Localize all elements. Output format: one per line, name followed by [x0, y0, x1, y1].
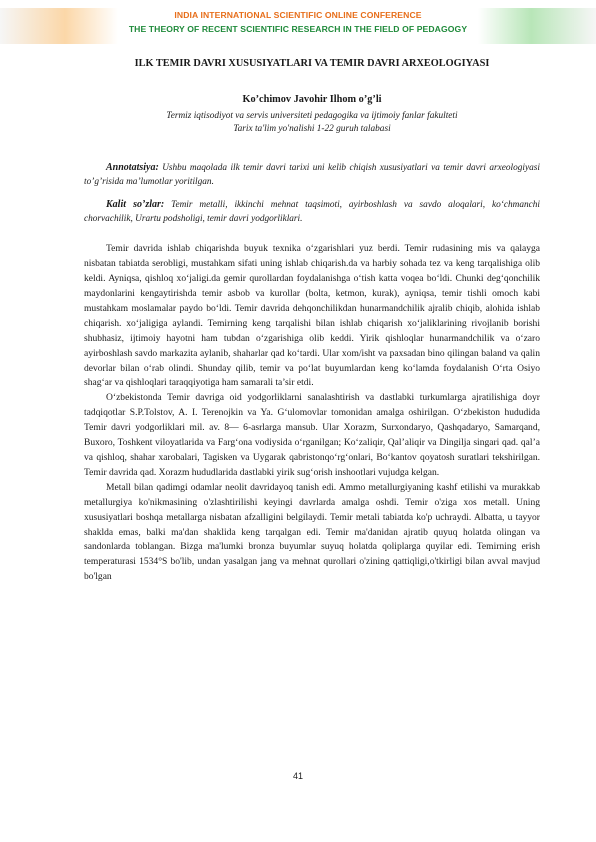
conference-banner — [0, 6, 596, 46]
body-paragraph: Metall bilan qadimgi odamlar neolit davridayoq tanish edi. Ammo metallurgiyaning kashf etilishi va murakkab metallurgiya ko'nikmasining o'zlashtirilishi keyingi davrlarda amalga oshdi. Temir o'ziga xos metall. Uning xususiyatlari boshqa metallarga nisbatan afzalligini belgilaydi. Temir metali tabiatda ko'p uchraydi. Albatta, u tayyor shaklda emas, balki ma'dan shaklida keng tarqalgan edi. Temir ma'danidan ajratib quyuq holatda olingan va sandonlarda toblangan. Bizga ma'lumki bronza buyumlar suyuq holatda qoliplarga quyilar edi. Temirning erish temperaturasi 1534°S bo'lib, undan yasalgan jang va mehnat qurollari o'zining qattiqligi,o'tkirligi bilan avval mavjud bo'lgan — [84, 481, 540, 583]
affiliation-line-1: Termiz iqtisodiyot va servis universiteti pedagogika va ijtimoiy fanlar fakulteti — [166, 111, 458, 121]
conference-name: INDIA INTERNATIONAL SCIENTIFIC ONLINE CONFERENCE — [174, 10, 422, 20]
article-body — [84, 242, 540, 585]
page-number: 41 — [292, 771, 303, 781]
abstract — [84, 161, 540, 189]
article-author: Ko’chimov Javohir Ilhom o’g’li — [242, 94, 382, 105]
keywords-text: Temir metalli, ikkinchi mehnat taqsimoti, ayirboshlash va savdo aloqalari, ko‘chmanchi chorvachilik, Urartu podsholigi, temir davri yodgorliklari. — [84, 200, 541, 225]
article — [84, 57, 540, 585]
body-paragraph: O‘zbekistonda Temir davriga oid yodgorliklarni sanalashtirish va dastlabki turkumlarga ajratilishiga doyr tadqiqotlar S.P.Tolstov, A. I. Terenojkin va Ya. G‘ulomovlar tomonidan amalga oshirilgan. O‘zbekiston hududida Temir davri yodgorliklari mil. av. 8— 6-asrlarga mansub. Ular Xorazm, Surxondaryo, Qashqadaryo, Samarqand, Buxoro, Toshkent viloyatlarida va Farg‘ona vodiysida o‘rganilgan; Ko‘zaliqir, Qal’aliqir va Dingilja singari qad. qal’a va qishloq, shahar xarobalari, Tagisken va Uygarak qabristonqo‘rg‘onlari, Bo‘kantov qoyatosh suratlari tekshirilgan. Temir davrida qad. Xorazm hududlarida dastlabki yirik sug‘orish inshootlari vujudga kelgan. — [84, 392, 540, 478]
affiliation-line-2: Tarix ta'lim yo'nalishi 1-22 guruh talabasi — [233, 123, 391, 134]
author-affiliation — [84, 110, 540, 135]
conference-theme: THE THEORY OF RECENT SCIENTIFIC RESEARCH IN THE FIELD OF PEDAGOGY — [128, 24, 468, 34]
article-title: ILK TEMIR DAVRI XUSUSIYATLARI VA TEMIR DAVRI ARXEOLOGIYASI — [134, 58, 490, 69]
abstract-label: Annotatsiya: — [106, 162, 159, 173]
keywords — [84, 198, 540, 226]
body-paragraph: Temir davrida ishlab chiqarishda buyuk texnika o‘zgarishlari yuz berdi. Temir rudasining mis va qalayga nisbatan tabiatda serobligi, mustahkam sifati uning ishlab chiqarish.da va harbiy sohada tez va keng tarqalishiga olib keldi. Ayniqsa, qishloq xo‘jaligi.da gemir qurollardan foydalanishga o‘tish katta voqea bo‘ldi. Chunki deg‘qonchilik maydonlarini kengaytirishda temir asbob va kurollar (bolta, ketmon, kurak), ayniqsa, temir tishli omoch kabi mustahkam moslamalar paydo bo‘ldi. Temir davrida dehqonchilikdan hunarmandchilik ajralib chiqib, alohida ishlab chiqarish. xo‘jaligiga aylandi. Temirning keng tarqalishi bilan ishlab chiqarish xo‘jaliklarining rivojlanib borishi shubhasiz, ijtimoiy hayotni ham tubdan o‘zgarishiga olib keddi. Yirik qishloqlar hunarmandchilik va o‘zaro ayirboshlash savdo markazita aylanib, shaharlar qad ko‘tardi. Ular xom/isht va paxsadan bino qilingan baland va qalin devorlar bilan o‘rab olindi. Shunday qilib, temir va po‘lat buyumlardan keng ko‘lamda foydalanish O‘rta Osiyo shag‘ar va qishloqlari taraqqiyotiga ham samarali ta’sir etdi. — [84, 243, 540, 389]
keywords-label: Kalit so’zlar: — [106, 199, 165, 211]
abstract-text: Ushbu maqolada ilk temir davri tarixi uni kelib chiqish xususiyatlari va temir davri arxeologiyasi to’g’risida ma’lumotlar yoritilgan. — [84, 163, 540, 187]
